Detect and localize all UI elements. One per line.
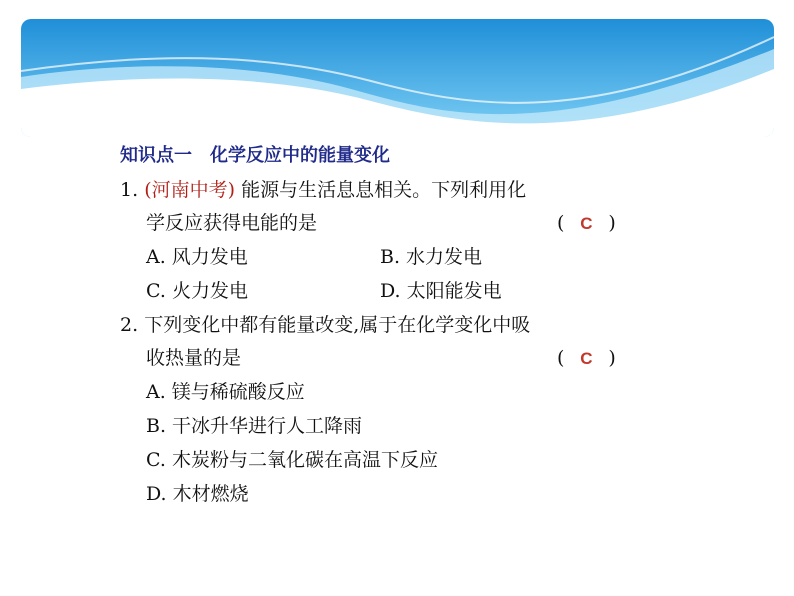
- q2-option-d: D. 木材燃烧: [146, 483, 249, 505]
- paren-open: (: [557, 212, 565, 234]
- question-2-answer-box: [557, 346, 616, 371]
- q1-option-b: B. 水力发电: [380, 246, 483, 268]
- question-1-line1: [120, 178, 526, 202]
- q1-option-d: D. 太阳能发电: [380, 280, 502, 302]
- header-banner: [21, 19, 774, 137]
- question-1-stem-2: 学反应获得电能的是: [146, 212, 318, 234]
- q1-option-a: A. 风力发电: [146, 246, 248, 268]
- question-1-answer-box: [557, 211, 616, 236]
- paren-close: ): [608, 347, 616, 369]
- question-2-number: 2.: [120, 314, 139, 336]
- question-2-stem-2: 收热量的是: [146, 347, 242, 369]
- question-1-stem-1: 能源与生活息息相关。下列利用化: [241, 179, 527, 201]
- q2-option-b: B. 干冰升华进行人工降雨: [146, 415, 363, 437]
- q2-option-c: C. 木炭粉与二氧化碳在高温下反应: [146, 449, 438, 471]
- question-2-line1: [120, 313, 530, 337]
- paren-close: ): [608, 212, 616, 234]
- q2-option-a: A. 镁与稀硫酸反应: [146, 381, 305, 403]
- question-1-source: (河南中考): [144, 179, 236, 201]
- section-title: 知识点一 化学反应中的能量变化: [120, 145, 390, 166]
- question-2-answer: C: [580, 349, 593, 368]
- question-1-answer: C: [580, 214, 593, 233]
- question-1-number: 1.: [120, 179, 139, 201]
- question-2-stem-1: 下列变化中都有能量改变,属于在化学变化中吸: [144, 314, 531, 336]
- q1-option-c: C. 火力发电: [146, 280, 248, 302]
- paren-open: (: [557, 347, 565, 369]
